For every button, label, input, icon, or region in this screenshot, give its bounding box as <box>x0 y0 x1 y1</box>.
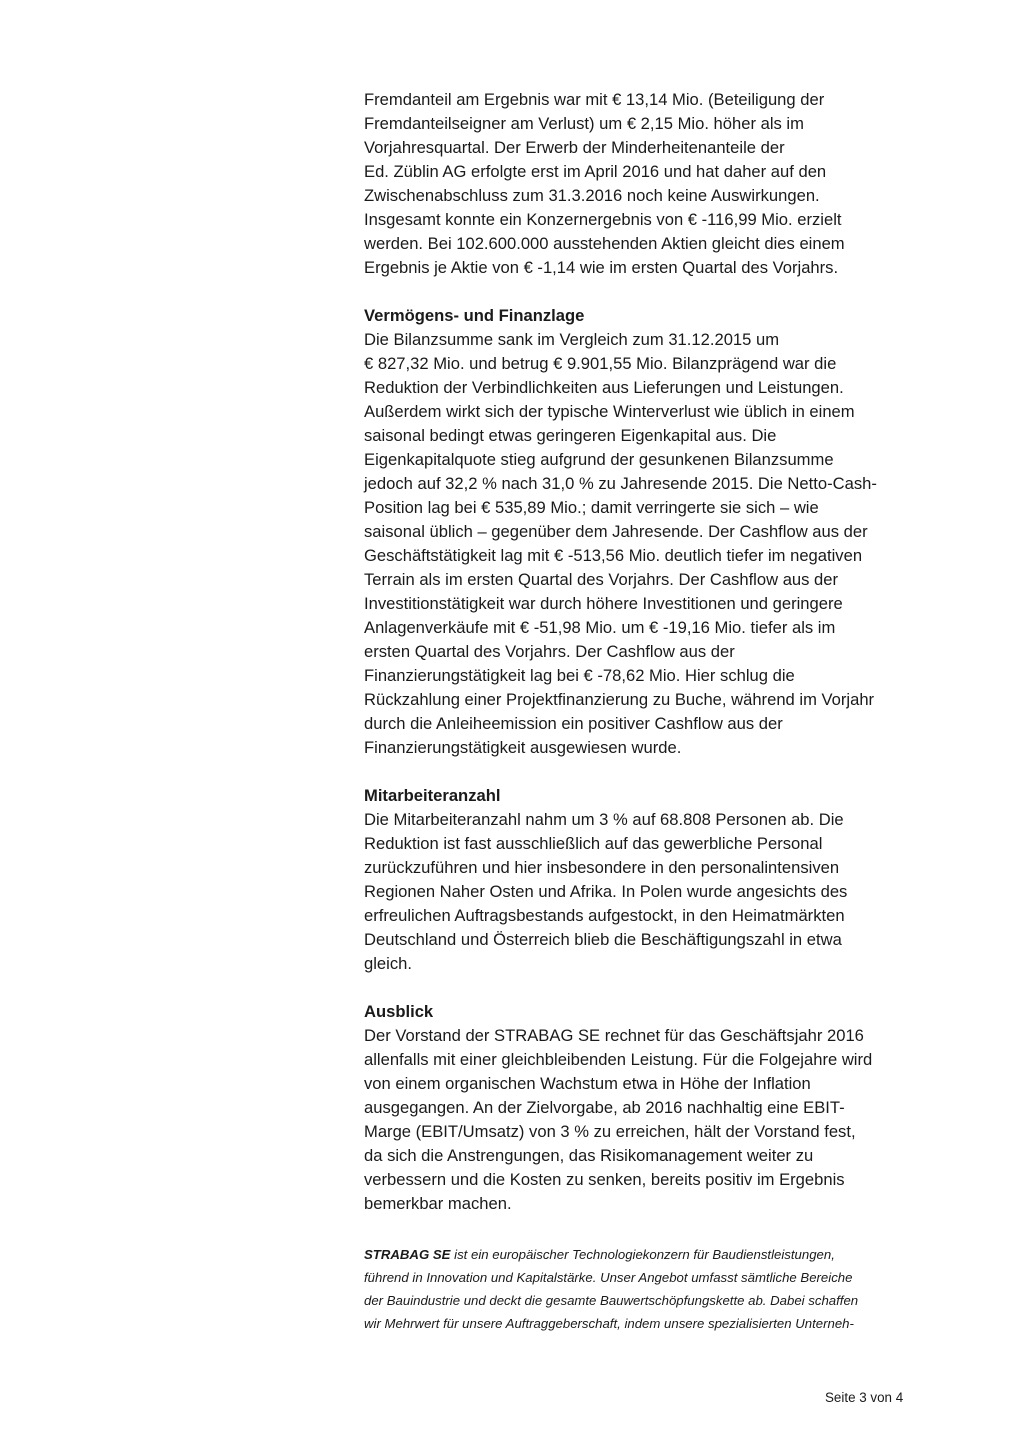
text-line: saisonal bedingt etwas geringeren Eigenkapital aus. Die <box>364 426 777 445</box>
text-line: erfreulichen Auftragsbestands aufgestockt, in den Heimatmärkten <box>364 906 845 925</box>
text-line: saisonal üblich – gegenüber dem Jahresende. Der Cashflow aus der <box>364 522 868 541</box>
text-line: zurückzuführen und hier insbesondere in den personalintensiven <box>364 858 840 877</box>
company-boilerplate <box>364 1243 964 1335</box>
text-line: Reduktion ist fast ausschließlich auf das gewerbliche Personal <box>364 834 823 853</box>
text-line: Insgesamt konnte ein Konzernergebnis von € -116,99 Mio. erzielt <box>364 210 842 229</box>
section-employees <box>364 784 964 976</box>
text-line: Fremdanteil am Ergebnis war mit € 13,14 Mio. (Beteiligung der <box>364 90 825 109</box>
document-body <box>364 88 964 1335</box>
text-line: ausgegangen. An der Zielvorgabe, ab 2016 nachhaltig eine EBIT- <box>364 1098 845 1117</box>
text-line: Der Vorstand der STRABAG SE rechnet für das Geschäftsjahr 2016 <box>364 1026 864 1045</box>
boilerplate-text: ist ein europäischer Technologiekonzern für Baudienstleistungen, <box>450 1247 835 1262</box>
text-line: Vorjahresquartal. Der Erwerb der Minderheitenanteile der <box>364 138 785 157</box>
text-line: Eigenkapitalquote stieg aufgrund der gesunkenen Bilanzsumme <box>364 450 834 469</box>
text-line: der Bauindustrie und deckt die gesamte Bauwertschöpfungskette ab. Dabei schaffen <box>364 1293 859 1308</box>
text-line: € 827,32 Mio. und betrug € 9.901,55 Mio. Bilanzprägend war die <box>364 354 837 373</box>
text-line: Die Mitarbeiteranzahl nahm um 3 % auf 68.808 Personen ab. Die <box>364 810 844 829</box>
section-paragraph <box>364 328 964 760</box>
text-line: Ed. Züblin AG erfolgte erst im April 2016 und hat daher auf den <box>364 162 827 181</box>
text-line: Reduktion der Verbindlichkeiten aus Lieferungen und Leistungen. <box>364 378 844 397</box>
text-line: Investitionstätigkeit war durch höhere Investitionen und geringere <box>364 594 843 613</box>
text-line: jedoch auf 32,2 % nach 31,0 % zu Jahresende 2015. Die Netto-Cash- <box>364 474 877 493</box>
text-line: gleich. <box>364 954 412 973</box>
section-financial-position <box>364 304 964 760</box>
section-paragraph <box>364 1024 964 1216</box>
text-line: Rückzahlung einer Projektfinanzierung zu Buche, während im Vorjahr <box>364 690 875 709</box>
text-line: Position lag bei € 535,89 Mio.; damit verringerte sie sich – wie <box>364 498 819 517</box>
text-line: Zwischenabschluss zum 31.3.2016 noch keine Auswirkungen. <box>364 186 820 205</box>
section-heading: Mitarbeiteranzahl <box>364 786 501 805</box>
text-line: durch die Anleiheemission ein positiver Cashflow aus der <box>364 714 783 733</box>
text-line: wir Mehrwert für unsere Auftraggeberschaft, indem unsere spezialisierten Unterneh- <box>364 1316 854 1331</box>
text-line: da sich die Anstrengungen, das Risikomanagement weiter zu <box>364 1146 814 1165</box>
text-line: führend in Innovation und Kapitalstärke. Unser Angebot umfasst sämtliche Bereiche <box>364 1270 853 1285</box>
text-line: Ergebnis je Aktie von € -1,14 wie im ersten Quartal des Vorjahrs. <box>364 258 839 277</box>
text-line: bemerkbar machen. <box>364 1194 512 1213</box>
text-line: verbessern und die Kosten zu senken, bereits positiv im Ergebnis <box>364 1170 845 1189</box>
text-line: ersten Quartal des Vorjahrs. Der Cashflow aus der <box>364 642 735 661</box>
text-line: werden. Bei 102.600.000 ausstehenden Aktien gleicht dies einem <box>364 234 845 253</box>
text-line: Die Bilanzsumme sank im Vergleich zum 31.12.2015 um <box>364 330 780 349</box>
text-line: Finanzierungstätigkeit lag bei € -78,62 Mio. Hier schlug die <box>364 666 795 685</box>
text-line: allenfalls mit einer gleichbleibenden Leistung. Für die Folgejahre wird <box>364 1050 873 1069</box>
intro-paragraph <box>364 88 964 280</box>
text-line: Finanzierungstätigkeit ausgewiesen wurde. <box>364 738 682 757</box>
section-heading: Ausblick <box>364 1002 434 1021</box>
company-name: STRABAG SE <box>364 1247 451 1262</box>
text-line: Terrain als im ersten Quartal des Vorjahrs. Der Cashflow aus der <box>364 570 839 589</box>
text-line: Außerdem wirkt sich der typische Winterverlust wie üblich in einem <box>364 402 855 421</box>
text-line: Fremdanteilseigner am Verlust) um € 2,15 Mio. höher als im <box>364 114 804 133</box>
text-line: Regionen Naher Osten und Afrika. In Polen wurde angesichts des <box>364 882 848 901</box>
section-paragraph <box>364 808 964 976</box>
page-number: Seite 3 von 4 <box>825 1390 904 1405</box>
section-outlook <box>364 1000 964 1216</box>
text-line: Geschäftstätigkeit lag mit € -513,56 Mio. deutlich tiefer im negativen <box>364 546 863 565</box>
section-heading: Vermögens- und Finanzlage <box>364 306 585 325</box>
text-line: Deutschland und Österreich blieb die Beschäftigungszahl in etwa <box>364 930 842 949</box>
text-line <box>364 1243 964 1266</box>
text-line: Marge (EBIT/Umsatz) von 3 % zu erreichen, hält der Vorstand fest, <box>364 1122 856 1141</box>
text-line: von einem organischen Wachstum etwa in Höhe der Inflation <box>364 1074 811 1093</box>
text-line: Anlagenverkäufe mit € -51,98 Mio. um € -19,16 Mio. tiefer als im <box>364 618 836 637</box>
